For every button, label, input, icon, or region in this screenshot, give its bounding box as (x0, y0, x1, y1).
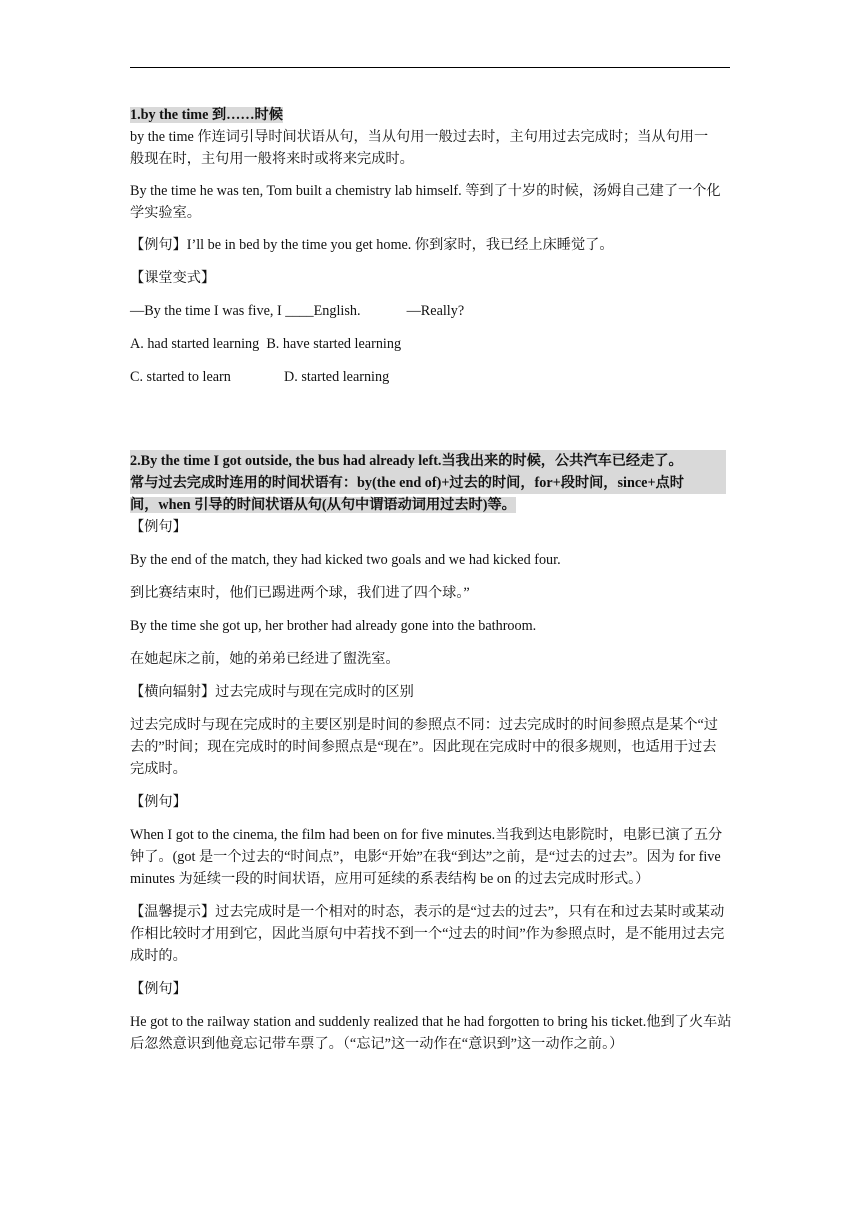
options-row-1 (130, 333, 742, 355)
exercise-title: 【课堂变式】 (130, 270, 216, 286)
contrast-title: 【横向辐射】过去完成时与现在完成时的区别 (130, 684, 414, 700)
option-b: B. have started learning (266, 336, 402, 352)
options-row-2 (130, 366, 742, 388)
section-1-example-sentence: 【例句】I’ll be in bed by the time you get home. 你到家时，我已经上床睡觉了。 (130, 237, 614, 253)
option-c: C. started to learn (130, 369, 231, 385)
option-a: A. had started learning (130, 336, 260, 352)
cinema-example: When I got to the cinema, the film had been on for five minutes.当我到达电影院时，电影已演了五分钟了。(got 是一个过去的“时间点”，电影“开始”在我“到达”之前，是“过去的过去”。因为 for five minutes 为延续一段的时间状语，应用可延续的系表结构 be on 的过去完成时形式。） (130, 827, 723, 887)
section-2-example-label-3: 【例句】 (130, 981, 187, 997)
tip-text: 【温馨提示】过去完成时是一个相对的时态，表示的是“过去的过去”，只有在和过去某时或某动作相比较时才用到它，因此当原句中若找不到一个“过去的时间”作为参照点时，是不能用过去完成时的。 (130, 904, 725, 964)
contrast-text: 过去完成时与现在完成时的主要区别是时间的参照点不同：过去完成时的时间参照点是某个“过去的”时间；现在完成时的时间参照点是“现在”。因此现在完成时中的很多规则，也适用于过去完成时。 (130, 717, 718, 777)
document-body (130, 104, 742, 1055)
section-2-example-label: 【例句】 (130, 519, 187, 535)
station-example: He got to the railway station and suddenly realized that he had forgotten to bring his ticket.他到了火车站后忽然意识到他竟忘记带车票了。（“忘记”这一动作在“意识到”这一动作之前。） (130, 1014, 732, 1052)
example-1-cn: 到比赛结束时，他们已踢进两个球，我们进了四个球。” (130, 585, 470, 601)
header-rule (130, 67, 730, 68)
example-1-en: By the end of the match, they had kicked two goals and we had kicked four. (130, 552, 561, 568)
example-2-cn: 在她起床之前，她的弟弟已经进了盥洗室。 (130, 651, 400, 667)
section-1-example: By the time he was ten, Tom built a chemistry lab himself. 等到了十岁的时候，汤姆自己建了一个化学实验室。 (130, 183, 721, 221)
section-1-rule: by the time 作连词引导时间状语从句，当从句用一般过去时，主句用过去完成时；当从句用一般现在时，主句用一般将来时或将来完成时。 (130, 129, 709, 167)
example-2-en: By the time she got up, her brother had already gone into the bathroom. (130, 618, 537, 634)
exercise-question: —By the time I was five, I ____English. —Really? (130, 303, 465, 319)
section-2-heading: 2.By the time I got outside, the bus had already left.当我出来的时候，公共汽车已经走了。 常与过去完成时连用的时间状语有：by(the end of)+过去的时间，for+段时间，since+点时 间，when 引导的时间状语从句(从句中谓语动词用过去时)等。 (130, 450, 726, 516)
section-1-heading: 1.by the time 到……时候 (130, 107, 283, 123)
option-d: D. started learning (284, 369, 390, 385)
section-2-example-label-2: 【例句】 (130, 794, 187, 810)
